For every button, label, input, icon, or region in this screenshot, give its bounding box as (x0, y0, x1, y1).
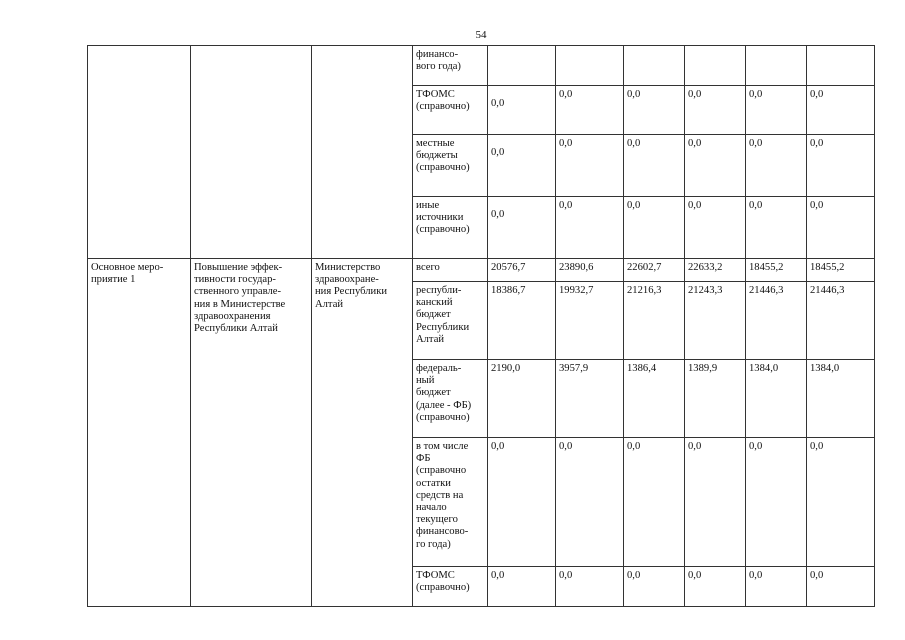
value-cell: 3957,9 (556, 360, 624, 438)
value-cell: 0,0 (685, 135, 746, 197)
value-cell: 0,0 (807, 86, 875, 135)
value-cell: 0,0 (624, 567, 685, 607)
funding-source-cell: местные бюджеты (справочно) (413, 135, 488, 197)
value-cell: 0,0 (746, 197, 807, 259)
table-row (88, 259, 875, 282)
table-row (88, 46, 875, 86)
value-cell (746, 46, 807, 86)
value-cell: 0,0 (624, 135, 685, 197)
value-cell: 0,0 (556, 197, 624, 259)
funding-source-cell: республи- канский бюджет Республики Алтай (413, 282, 488, 360)
value-cell: 21216,3 (624, 282, 685, 360)
value-cell: 0,0 (556, 86, 624, 135)
value-cell: 0,0 (488, 135, 556, 197)
value-cell (556, 46, 624, 86)
funding-source-cell: федераль- ный бюджет (далее - ФБ) (справочно) (413, 360, 488, 438)
funding-source-cell: финансо- вого года) (413, 46, 488, 86)
budget-table (87, 45, 875, 607)
value-cell: 21446,3 (807, 282, 875, 360)
empty-name-cell (88, 46, 191, 259)
value-cell: 0,0 (488, 567, 556, 607)
funding-source-cell: всего (413, 259, 488, 282)
activity-executor-cell: Министерство здравоохране- ния Республики Алтай (312, 259, 413, 607)
funding-source-cell: ТФОМС (справочно) (413, 86, 488, 135)
value-cell: 0,0 (624, 197, 685, 259)
value-cell (685, 46, 746, 86)
value-cell: 0,0 (488, 197, 556, 259)
empty-executor-cell (312, 46, 413, 259)
value-cell: 1389,9 (685, 360, 746, 438)
value-cell: 22633,2 (685, 259, 746, 282)
value-cell: 18386,7 (488, 282, 556, 360)
value-cell: 1384,0 (807, 360, 875, 438)
value-cell: 0,0 (556, 567, 624, 607)
value-cell: 0,0 (556, 438, 624, 567)
value-cell (488, 46, 556, 86)
value-cell: 0,0 (556, 135, 624, 197)
value-cell: 0,0 (624, 438, 685, 567)
value-cell: 0,0 (807, 567, 875, 607)
value-cell: 0,0 (746, 86, 807, 135)
value-cell: 2190,0 (488, 360, 556, 438)
value-cell: 22602,7 (624, 259, 685, 282)
value-cell: 0,0 (488, 438, 556, 567)
value-cell: 0,0 (807, 438, 875, 567)
page-number: 54 (475, 29, 487, 41)
value-cell: 0,0 (624, 86, 685, 135)
activity-goal-cell: Повышение эффек- тивности государ- ственного управле- ния в Министерстве здравоохранения Республики Алтай (191, 259, 312, 607)
value-cell: 0,0 (807, 135, 875, 197)
value-cell: 19932,7 (556, 282, 624, 360)
value-cell: 0,0 (685, 567, 746, 607)
value-cell: 1386,4 (624, 360, 685, 438)
value-cell: 1384,0 (746, 360, 807, 438)
funding-source-cell: в том числе ФБ (справочно остатки средств на начало текущего финансово- го года) (413, 438, 488, 567)
value-cell: 0,0 (685, 197, 746, 259)
value-cell: 21243,3 (685, 282, 746, 360)
value-cell: 0,0 (685, 86, 746, 135)
value-cell: 0,0 (685, 438, 746, 567)
value-cell: 0,0 (807, 197, 875, 259)
value-cell: 0,0 (488, 86, 556, 135)
value-cell: 0,0 (746, 567, 807, 607)
value-cell: 0,0 (746, 135, 807, 197)
funding-source-cell: ТФОМС (справочно) (413, 567, 488, 607)
empty-goal-cell (191, 46, 312, 259)
value-cell: 23890,6 (556, 259, 624, 282)
value-cell (624, 46, 685, 86)
value-cell: 18455,2 (807, 259, 875, 282)
value-cell: 18455,2 (746, 259, 807, 282)
value-cell: 21446,3 (746, 282, 807, 360)
value-cell: 20576,7 (488, 259, 556, 282)
value-cell (807, 46, 875, 86)
funding-source-cell: иные источники (справочно) (413, 197, 488, 259)
activity-name-cell: Основное меро- приятие 1 (88, 259, 191, 607)
value-cell: 0,0 (746, 438, 807, 567)
